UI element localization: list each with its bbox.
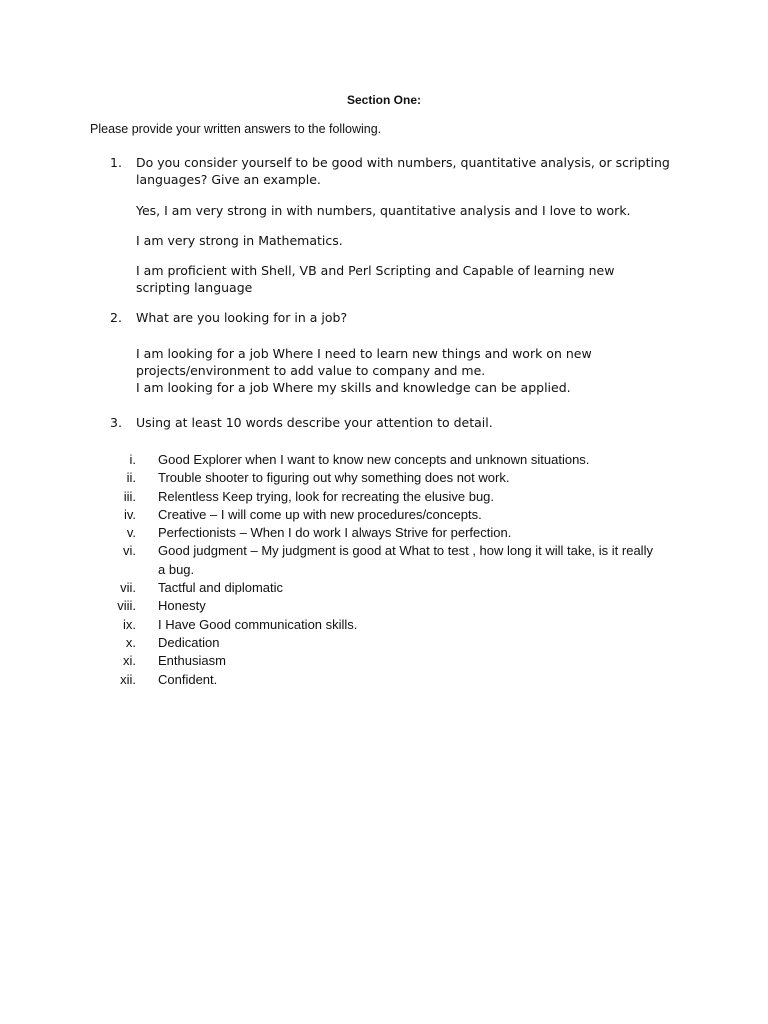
question-1-answer-1: Yes, I am very strong in with numbers, quantitative analysis and I love to work.	[136, 203, 631, 218]
section-title: Section One:	[346, 93, 421, 107]
list-item-number: ii.	[126, 470, 136, 486]
list-item	[100, 542, 700, 579]
list-item	[100, 634, 700, 652]
list-item	[100, 652, 700, 670]
list-item-number: vi.	[123, 543, 136, 559]
list-item-number: viii.	[117, 598, 136, 614]
list-item	[100, 671, 700, 689]
question-1-number: 1.	[110, 155, 122, 170]
list-item	[100, 616, 700, 634]
question-2-answer-1: I am looking for a job Where I need to learn new things and work on new projects/environment to add value to company and me.	[136, 346, 592, 378]
list-item	[100, 579, 700, 597]
list-item-text: I Have Good communication skills.	[158, 616, 358, 632]
list-item-number: ix.	[123, 616, 136, 632]
list-item-number: xii.	[120, 671, 136, 687]
list-item-text: Honesty	[158, 598, 206, 614]
list-item-number: iv.	[123, 506, 136, 522]
question-1-answer-2: I am very strong in Mathematics.	[136, 233, 343, 248]
list-item-text: Enthusiasm	[158, 653, 226, 669]
list-item	[100, 597, 700, 615]
list-item-text: Creative – I will come up with new procedures/concepts.	[158, 506, 482, 522]
question-1-text: Do you consider yourself to be good with numbers, quantitative analysis, or scripting languages? Give an example.	[136, 155, 670, 187]
instructions-text: Please provide your written answers to the following.	[90, 122, 382, 136]
list-item	[100, 451, 700, 469]
list-item-text: Good judgment – My judgment is good at What to test , how long it will take, is it really a bug.	[158, 543, 653, 577]
list-item	[100, 488, 700, 506]
question-2	[110, 309, 690, 326]
question-2-number: 2.	[110, 310, 122, 325]
list-item-number: x.	[125, 634, 136, 650]
list-item	[100, 506, 700, 524]
question-3	[110, 414, 690, 431]
list-item-number: iii.	[123, 488, 136, 504]
question-2-text: What are you looking for in a job?	[136, 310, 348, 325]
list-item-text: Tactful and diplomatic	[158, 580, 284, 596]
list-item	[100, 469, 700, 487]
list-item	[100, 524, 700, 542]
list-item-text: Good Explorer when I want to know new concepts and unknown situations.	[158, 452, 590, 467]
question-3-number: 3.	[110, 415, 122, 430]
list-item-number: xi.	[123, 653, 136, 669]
list-item-text: Trouble shooter to figuring out why something does not work.	[158, 470, 510, 486]
attention-detail-list	[100, 451, 700, 689]
list-item-number: vii.	[120, 580, 136, 596]
list-item-number: v.	[126, 525, 136, 541]
question-1-answer-3: I am proficient with Shell, VB and Perl Scripting and Capable of learning new scripting language	[136, 263, 615, 295]
list-item-text: Dedication	[158, 634, 220, 650]
question-1	[110, 154, 690, 188]
list-item-text: Perfectionists – When I do work I always Strive for perfection.	[158, 525, 512, 541]
list-item-number: i.	[129, 452, 136, 467]
question-2-answer-2: I am looking for a job Where my skills and knowledge can be applied.	[136, 380, 571, 395]
question-3-text: Using at least 10 words describe your attention to detail.	[136, 415, 493, 430]
list-item-text: Confident.	[158, 671, 218, 687]
list-item-text: Relentless Keep trying, look for recreating the elusive bug.	[158, 488, 495, 504]
